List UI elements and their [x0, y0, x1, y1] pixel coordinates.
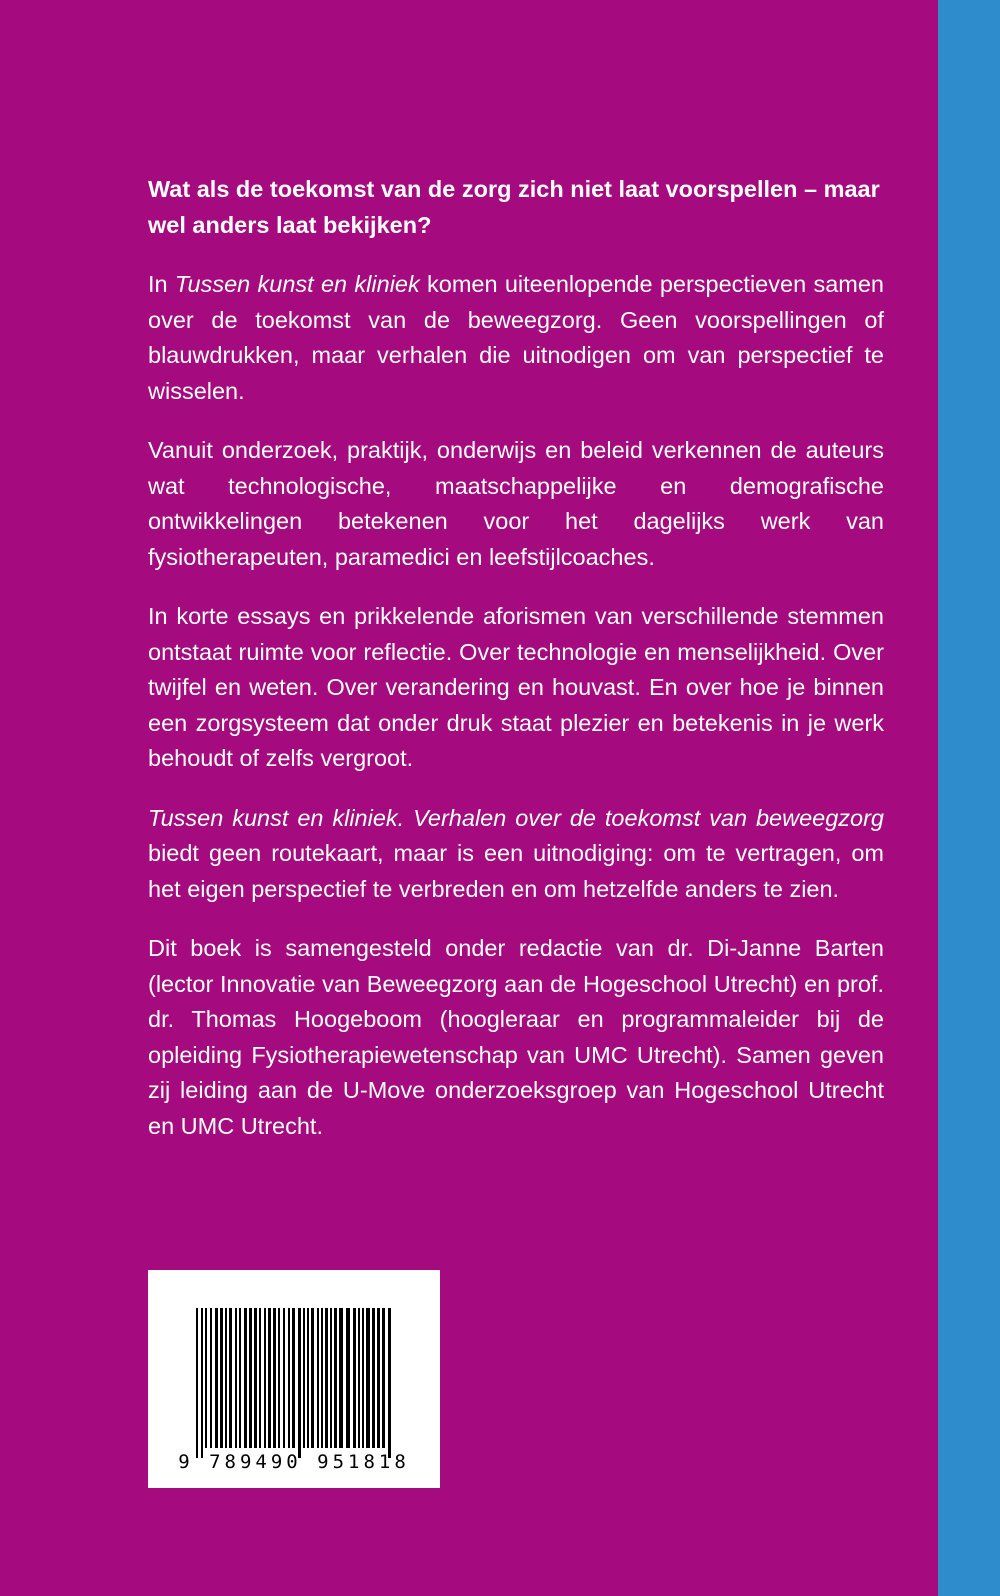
barcode-bar	[244, 1308, 247, 1448]
barcode-bar	[372, 1308, 375, 1448]
barcode-bar	[196, 1308, 198, 1458]
barcode-graphic	[148, 1270, 440, 1488]
barcode-bar	[259, 1308, 261, 1448]
barcode-bar	[235, 1308, 237, 1448]
barcode-bar	[254, 1308, 257, 1448]
paragraph-approach: Vanuit onderzoek, praktijk, onderwijs en beleid verkennen de auteurs wat technologische, maatschappelijke en demografische ontwikkelingen betekenen voor het dagelijks werk van fysiotherapeuten, paramedici en leefstijlcoaches.	[148, 437, 884, 570]
barcode-bar	[311, 1308, 314, 1448]
barcode-bar	[307, 1308, 309, 1448]
barcode-bar	[273, 1308, 276, 1448]
barcode-bar	[264, 1308, 266, 1448]
barcode-bar	[303, 1308, 305, 1448]
barcode-bar	[339, 1308, 343, 1448]
barcode-number: 9 789490 951818	[178, 1451, 410, 1473]
barcode-bar	[362, 1308, 364, 1448]
barcode-bar	[358, 1308, 360, 1448]
barcode-bar	[210, 1308, 212, 1448]
isbn-barcode	[148, 1270, 440, 1488]
blurb-text	[148, 172, 884, 1168]
paragraph-essays: In korte essays en prikkelende aforismen van verschillende stemmen ontstaat ruimte voor reflectie. Over technologie en menselijkheid. Over twijfel en weten. Over verandering en houvast. En over hoe je binnen een zorgsysteem dat onder druk staat plezier en betekenis in je werk behoudt of zelfs vergroot.	[148, 603, 884, 771]
barcode-bar	[377, 1308, 380, 1448]
barcode-bar	[283, 1308, 285, 1448]
barcode-bar	[382, 1308, 385, 1448]
paragraph-intro	[148, 267, 884, 409]
blue-edge-strip	[938, 0, 1000, 1596]
barcode-bar	[366, 1308, 370, 1448]
barcode-bar	[317, 1308, 319, 1448]
barcode-bar	[321, 1308, 323, 1448]
invitation-rest: biedt geen routekaart, maar is een uitnodiging: om te vertragen, om het eigen perspectief te verbreden en om hetzelfde anders te zien.	[148, 840, 884, 902]
barcode-bar	[268, 1308, 271, 1448]
barcode-bar	[201, 1308, 203, 1458]
barcode-bar	[388, 1308, 391, 1458]
paragraph-invitation	[148, 801, 884, 908]
barcode-bar	[239, 1308, 241, 1448]
full-title-italic: Tussen kunst en kliniek. Verhalen over de toekomst van beweegzorg	[148, 804, 884, 831]
barcode-bar	[330, 1308, 332, 1448]
barcode-bar	[298, 1308, 301, 1458]
barcode-bar	[292, 1308, 295, 1448]
barcode-bar	[249, 1308, 252, 1448]
barcode-bar	[220, 1308, 223, 1448]
barcode-bar	[288, 1308, 290, 1448]
barcode-bar	[215, 1308, 218, 1448]
barcode-bar	[325, 1308, 328, 1448]
barcode-bar	[334, 1308, 337, 1448]
paragraph-editors: Dit boek is samengesteld onder redactie van dr. Di-Janne Barten (lector Innovatie van Beweegzorg aan de Hogeschool Utrecht) en prof. dr. Thomas Hoogeboom (hoogleraar en programmaleider bij de opleiding Fysiotherapiewetenschap van UMC Utrecht). Samen geven zij leiding aan de U-Move onderzoeksgroep van Hogeschool Utrecht en UMC Utrecht.	[148, 935, 884, 1139]
headline: Wat als de toekomst van de zorg zich niet laat voorspellen – maar wel anders laat bekijken?	[148, 176, 880, 238]
barcode-bar	[278, 1308, 280, 1448]
intro-prefix: In	[148, 271, 175, 297]
book-title-italic: Tussen kunst en kliniek	[174, 271, 420, 297]
intro-rest: komen uiteenlopende perspectieven samen over de toekomst van de beweegzorg. Geen voorspellingen of blauwdrukken, maar verhalen die uitnodigen om van perspectief te wisselen.	[148, 271, 884, 404]
barcode-bar	[205, 1308, 207, 1448]
barcode-bar	[229, 1308, 232, 1448]
barcode-bar	[346, 1308, 350, 1448]
barcode-bar	[353, 1308, 356, 1448]
barcode-bar	[225, 1308, 227, 1448]
